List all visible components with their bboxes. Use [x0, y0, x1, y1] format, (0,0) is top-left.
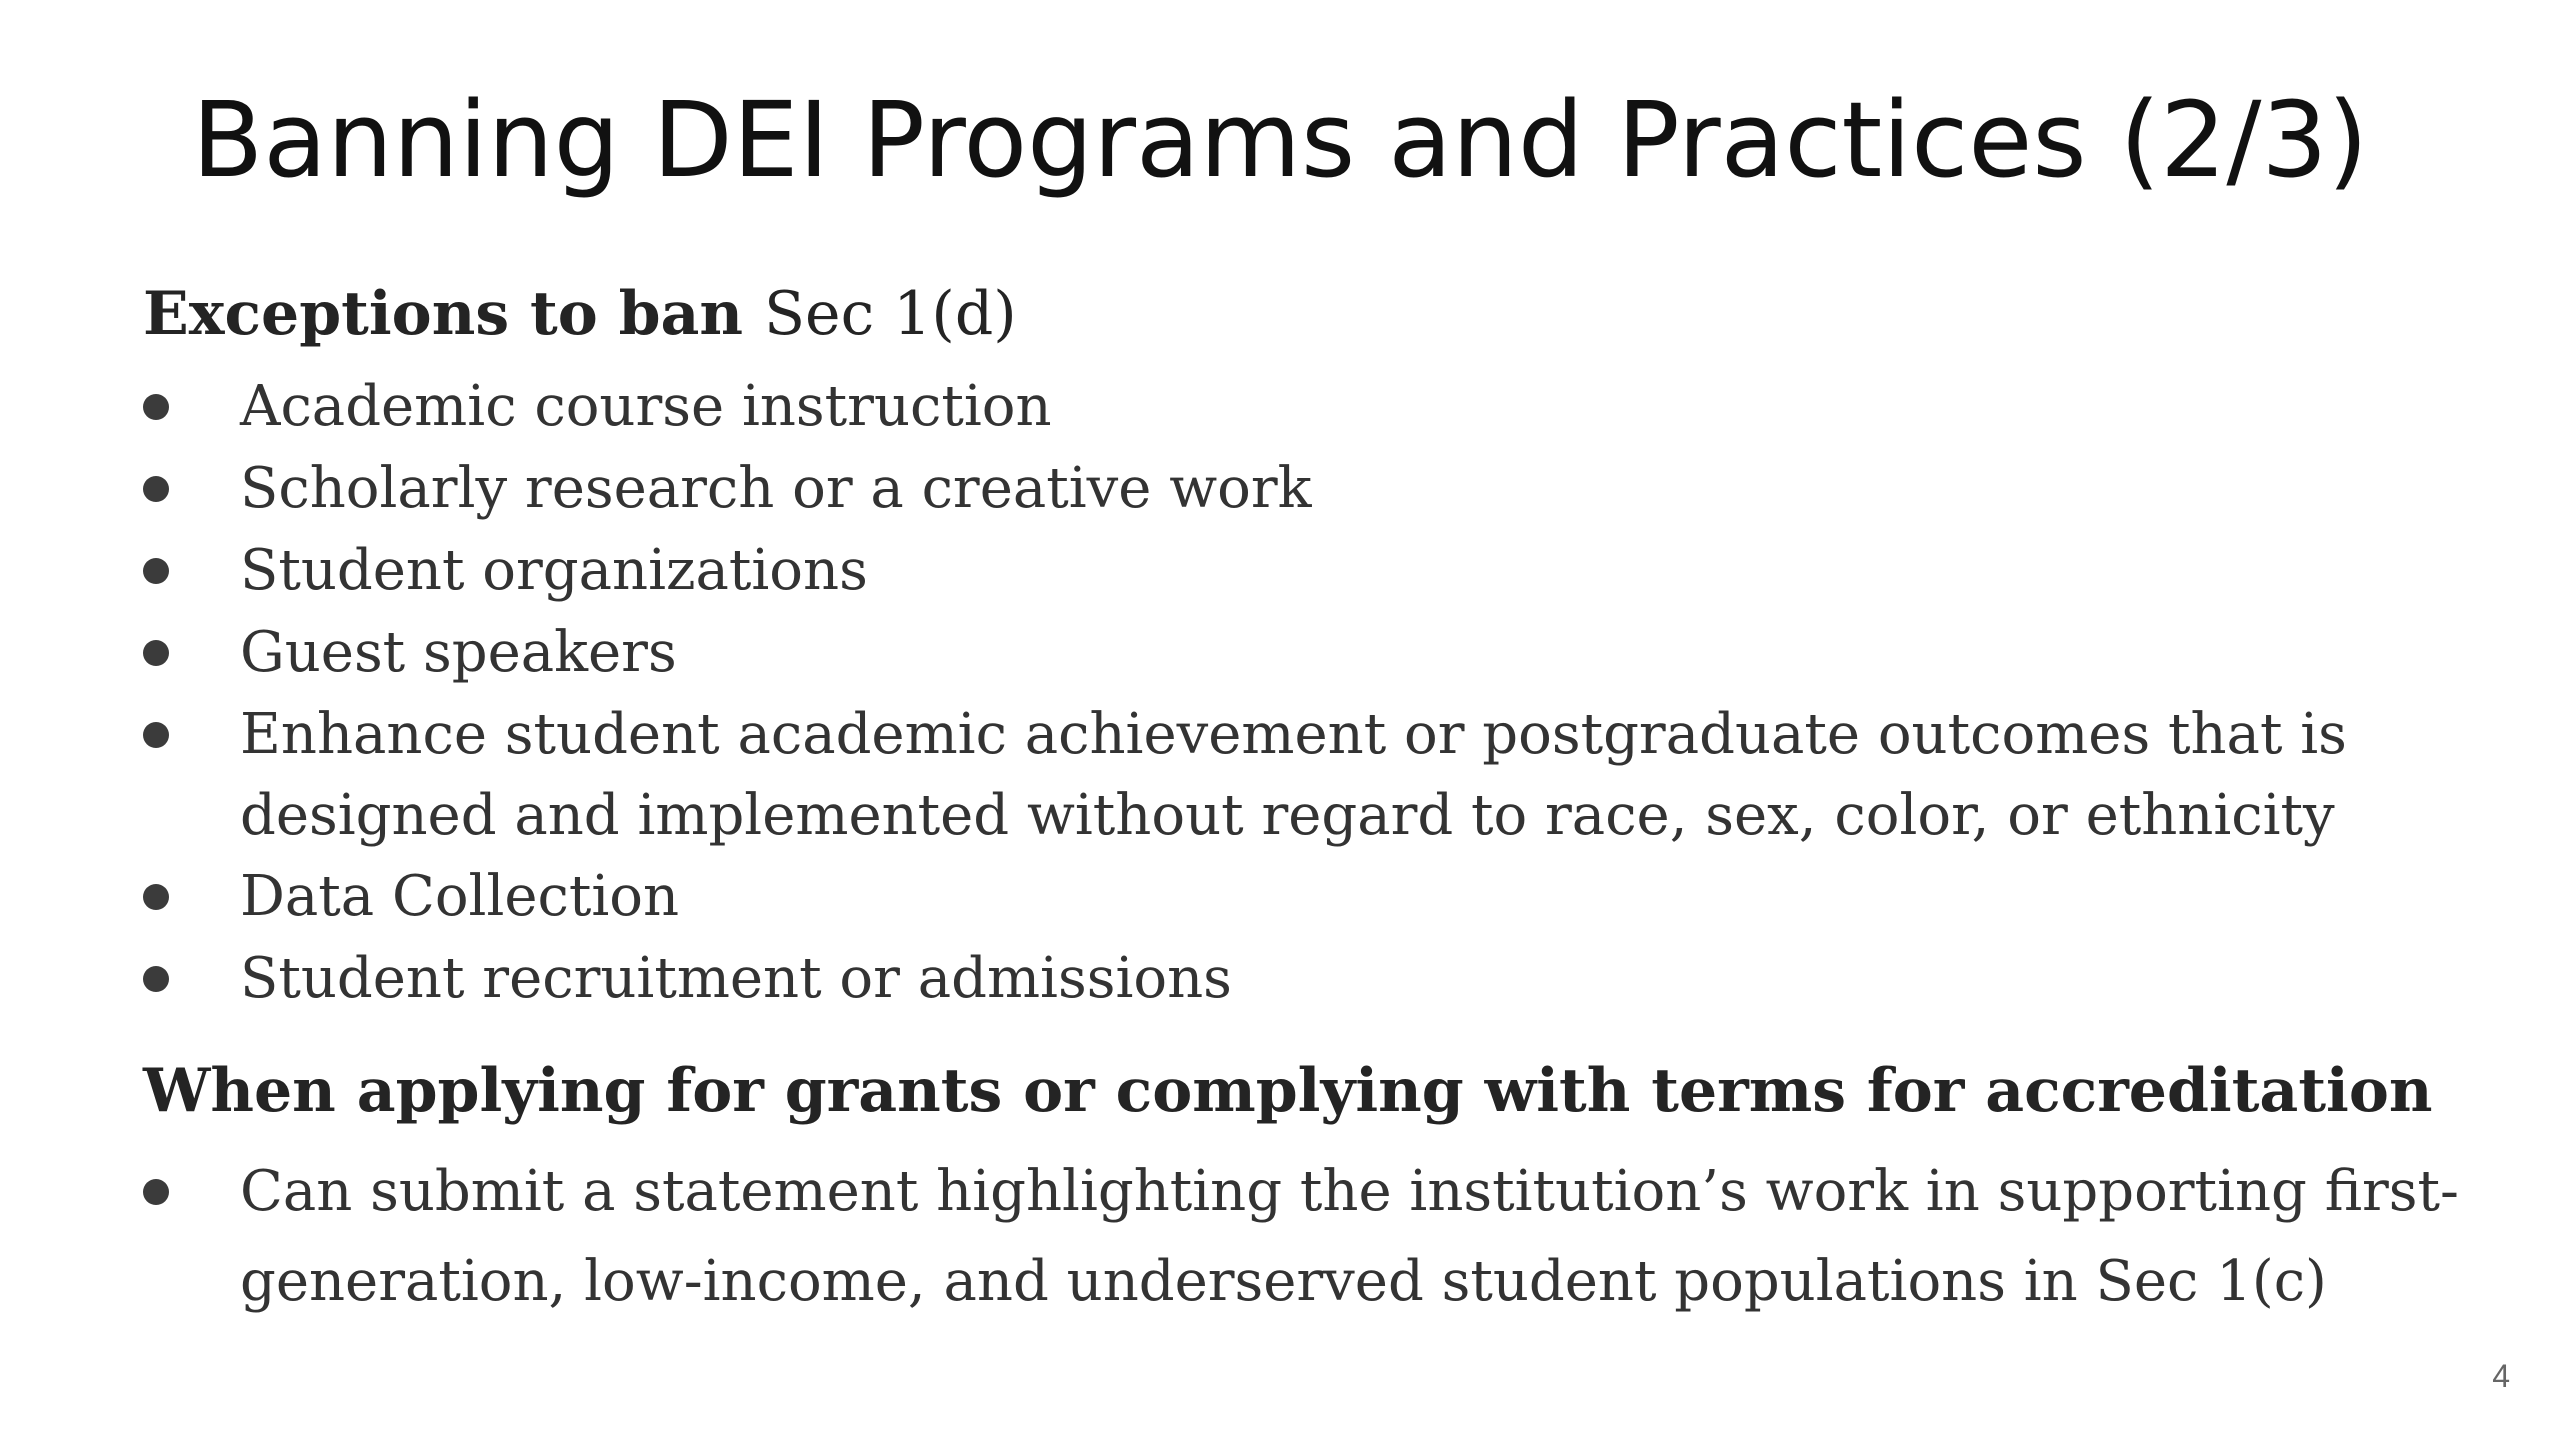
bullet-icon	[143, 884, 169, 910]
bullet-icon	[143, 558, 169, 584]
list-item	[143, 694, 2523, 856]
exceptions-section-reference: Sec 1(d)	[763, 279, 1017, 349]
list-item-text: Scholarly research or a creative work	[240, 456, 1312, 521]
list-item	[143, 448, 2523, 530]
bullet-icon	[143, 640, 169, 666]
exceptions-heading-bold-text: Exceptions to ban	[143, 279, 744, 349]
list-item	[143, 856, 2523, 938]
bullet-icon	[143, 966, 169, 992]
exceptions-heading	[143, 280, 2523, 349]
bullet-icon	[143, 394, 169, 420]
bullet-icon	[143, 722, 169, 748]
page-number: 4	[2492, 1358, 2510, 1394]
slide-title: Banning DEI Programs and Practices (2/3)	[191, 79, 2369, 201]
list-item-text: Student recruitment or admissions	[240, 946, 1232, 1011]
grants-accreditation-heading: When applying for grants or complying with terms for accreditation	[143, 1056, 2433, 1126]
list-item	[143, 612, 2523, 694]
list-item-text: Can submit a statement highlighting the institution’s work in supporting first-generation, low-income, and underserved student populations in Sec 1(c)	[240, 1159, 2459, 1314]
bullet-icon	[143, 476, 169, 502]
list-item-text: Data Collection	[240, 864, 680, 929]
grants-accreditation-list	[143, 1147, 2523, 1327]
list-item-text: Academic course instruction	[240, 374, 1052, 439]
list-item	[143, 938, 2523, 1020]
list-item-text: Student organizations	[240, 538, 868, 603]
list-item	[143, 366, 2523, 448]
list-item-text: Guest speakers	[240, 620, 677, 685]
exceptions-list	[143, 366, 2523, 1020]
list-item	[143, 1147, 2523, 1327]
bullet-icon	[143, 1179, 169, 1205]
list-item	[143, 530, 2523, 612]
list-item-text: Enhance student academic achievement or postgraduate outcomes that is designed and implemented without regard to race, sex, color, or ethnicity	[240, 702, 2347, 848]
